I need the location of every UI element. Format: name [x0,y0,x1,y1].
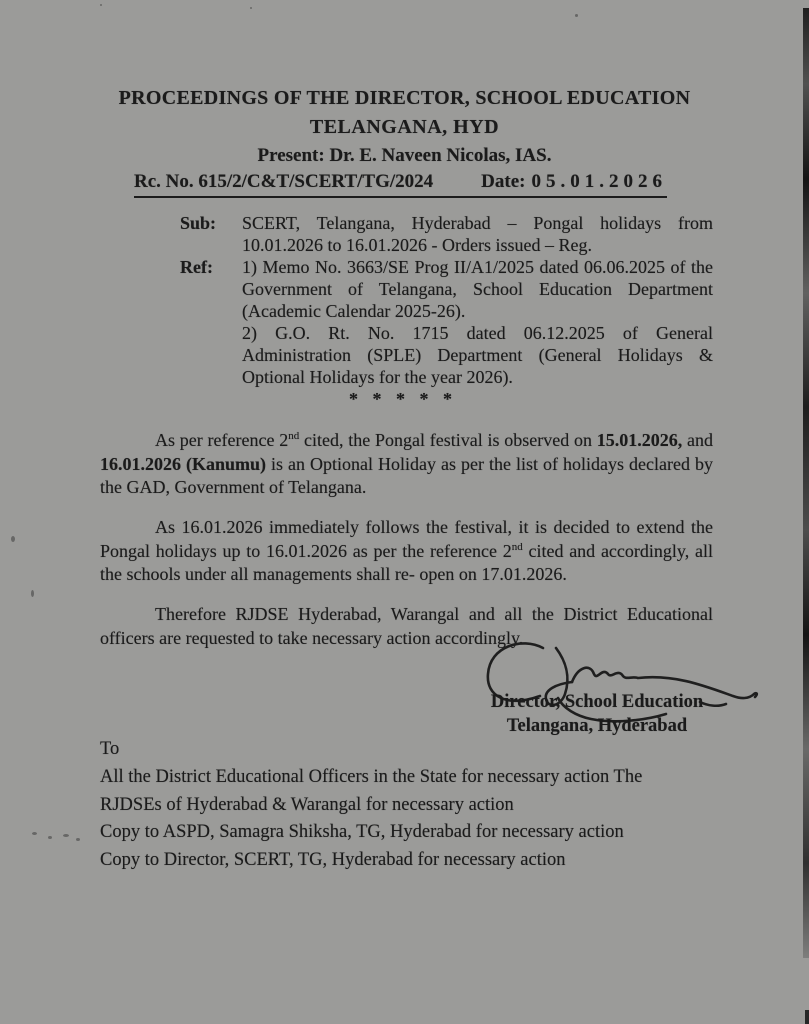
body-paragraph-2 [100,516,713,587]
section-separator: * * * * * [349,389,457,409]
p1-text: is an Optional Holiday as per the list of holidays declared by the GAD, Government of Telangana. [100,453,713,497]
sub-text: SCERT, Telangana, Hyderabad – Pongal holidays from 10.01.2026 to 16.01.2026 - Orders issued – Reg. [242,213,713,255]
ref-item-1: 1) Memo No. 3663/SE Prog II/A1/2025 dated 06.06.2025 of the Government of Telangana, School Education Department (Academic Calendar 2025-26). [242,257,713,321]
superscript-ordinal: nd [511,540,523,553]
p1-text: and [682,430,713,450]
reference-number-line [134,171,667,198]
p2-text: cited and accordingly, all the schools under all managements shall re- open on 17.01.2026. [100,540,713,584]
p1-text: cited, the Pongal festival is observed on [299,430,597,450]
present-line: Present: Dr. E. Naveen Nicolas, IAS. [257,145,552,166]
sub-label: Sub: [180,213,217,233]
ref-item-2: 2) G.O. Rt. No. 1715 dated 06.12.2025 of General Administration (SPLE) Department (General Holidays & Optional Holidays for the year 2026). [242,323,713,387]
signoff-location: Telangana, Hyderabad [506,715,688,736]
p1-text: As per reference 2 [155,430,289,450]
address-line: All the District Educational Officers in the State for necessary action The [100,766,643,787]
document-title-line1: PROCEEDINGS OF THE DIRECTOR, SCHOOL EDUCATION [118,87,691,109]
address-line: RJDSEs of Hyderabad & Warangal for necessary action [100,794,514,815]
superscript-ordinal: nd [288,430,300,442]
ref-label: Ref: [180,257,213,277]
p1-bold-date: 16.01.2026 (Kanumu) [100,453,267,474]
date-value: 05.01.2026 [531,171,667,192]
rc-number: Rc. No. 615/2/C&T/SCERT/TG/2024 [134,171,434,192]
ref-content [242,256,713,388]
subject-reference-block [180,212,713,388]
signoff-designation: Director, School Education [490,692,704,712]
address-line: Copy to ASPD, Samagra Shiksha, TG, Hyderabad for necessary action [100,822,624,843]
to-label: To [100,739,120,759]
address-line: Copy to Director, SCERT, TG, Hyderabad for necessary action [100,850,566,871]
p1-bold-date: 15.01.2026, [596,430,683,450]
body-paragraph-1 [100,429,713,500]
address-block [100,736,642,875]
signoff-block [452,691,742,738]
body-paragraph-3: Therefore RJDSE Hyderabad, Warangal and all the District Educational officers are requested to take necessary action accordingly. [100,604,713,648]
document-title-line2: TELANGANA, HYD [309,116,500,138]
p2-text: As 16.01.2026 immediately follows the festival, it is decided to extend the Pongal holidays up to 16.01.2026 as per the reference 2 [100,517,713,561]
scan-corner-artifact [805,1010,809,1024]
date-label: Date: [481,171,526,192]
scan-edge-artifact [803,8,809,958]
sub-content [242,212,713,256]
